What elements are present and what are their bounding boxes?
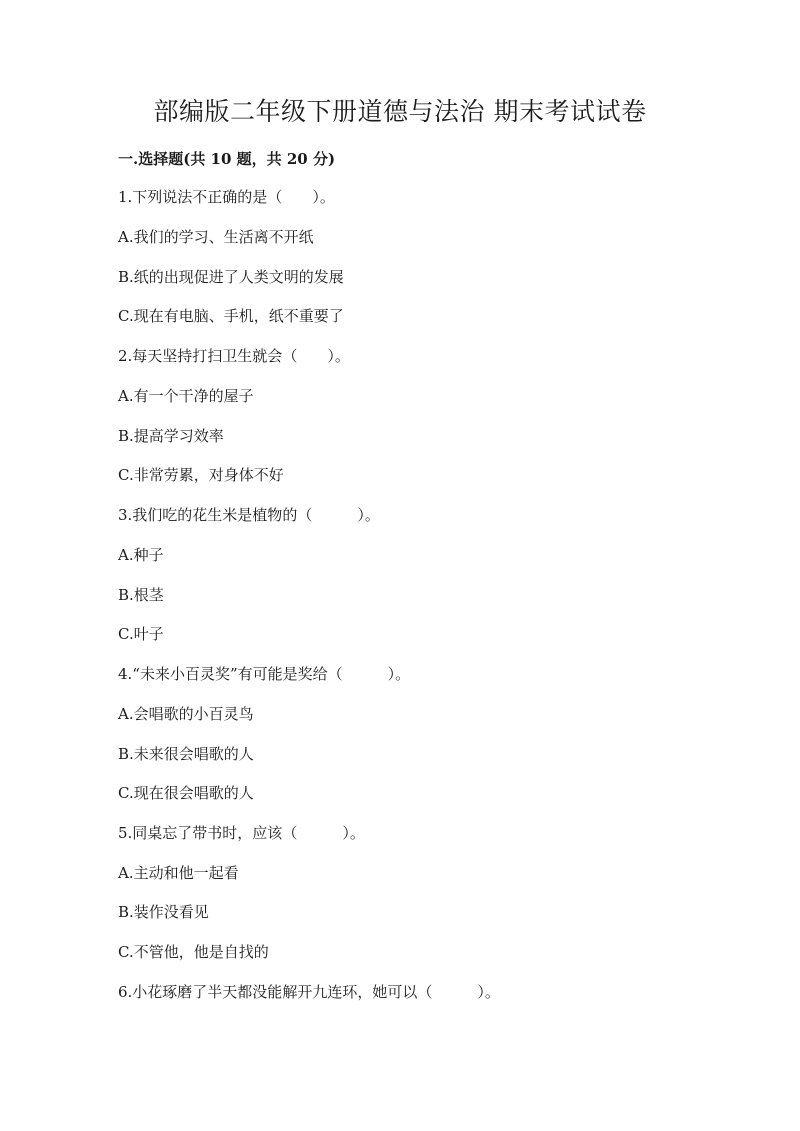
question-2-option-c: C.非常劳累，对身体不好 xyxy=(118,466,284,484)
question-2-option-b: B.提高学习效率 xyxy=(118,427,224,445)
question-5-option-a: A.主动和他一起看 xyxy=(118,864,239,882)
question-1-option-b: B.纸的出现促进了人类文明的发展 xyxy=(118,268,344,286)
question-5-stem: 5.同桌忘了带书时，应该（ ）。 xyxy=(118,824,365,842)
question-1-option-c: C.现在有电脑、手机，纸不重要了 xyxy=(118,307,344,325)
question-4-option-b: B.未来很会唱歌的人 xyxy=(118,745,254,763)
question-2-stem: 2.每天坚持打扫卫生就会（ ）。 xyxy=(118,347,350,365)
question-4-stem: 4.“未来小百灵奖”有可能是奖给（ ）。 xyxy=(118,665,411,683)
question-4-option-a: A.会唱歌的小百灵鸟 xyxy=(118,705,254,723)
question-3-option-c: C.叶子 xyxy=(118,625,164,643)
question-2-option-a: A.有一个干净的屋子 xyxy=(118,387,254,405)
section-heading: 一.选择题(共 10 题，共 20 分) xyxy=(118,150,336,168)
question-1-option-a: A.我们的学习、生活离不开纸 xyxy=(118,228,314,246)
question-4-option-c: C.现在很会唱歌的人 xyxy=(118,784,254,802)
question-3-stem: 3.我们吃的花生米是植物的（ ）。 xyxy=(118,506,380,524)
exam-title: 部编版二年级下册道德与法治 期末考试试卷 xyxy=(153,97,647,126)
question-1-stem: 1.下列说法不正确的是（ ）。 xyxy=(118,188,335,206)
question-5-option-b: B.装作没看见 xyxy=(118,903,209,921)
question-6-stem: 6.小花琢磨了半天都没能解开九连环，她可以（ ）。 xyxy=(118,983,500,1001)
question-3-option-b: B.根茎 xyxy=(118,586,164,604)
question-5-option-c: C.不管他，他是自找的 xyxy=(118,943,269,961)
question-3-option-a: A.种子 xyxy=(118,546,164,564)
